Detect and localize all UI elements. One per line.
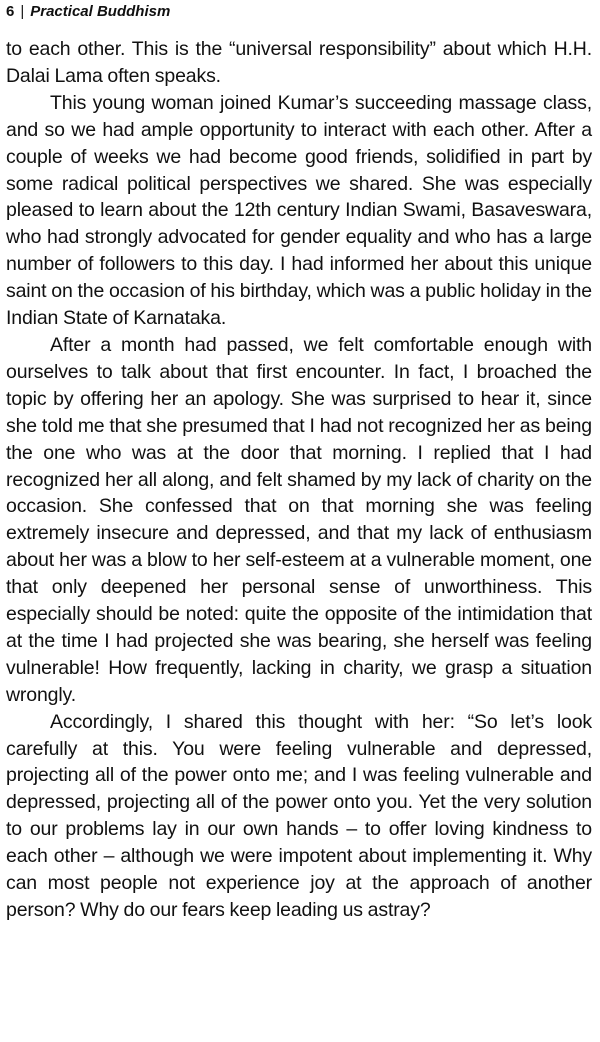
paragraph: This young woman joined Kumar’s succeeding massage class, and so we had ample opportunity to interact with each other. After a couple of weeks we had become good friends, solidified in part by some radical political perspectives we shared. She was especially pleased to learn about the 12th century Indian Swami, Basaveswara, who had strongly advocated for gender equality and who has a large number of followers to this day. I had informed her about this unique saint on the occasion of his birthday, which was a public holiday in the Indian State of Karnataka. (6, 91, 592, 330)
paragraph: Accordingly, I shared this thought with her: “So let’s look carefully at this. You were feeling vulnerable and depressed, projecting all of the power onto me; and I was feeling vulnerable and depressed, projecting all of the power onto you. Yet the very solution to our problems lay in our own hands – to offer loving kindness to each other – although we were impotent about implementing it. Why can most people not experience joy at the approach of another person? Why do our fears keep leading us astray? (6, 710, 592, 921)
running-header (6, 1, 170, 23)
paragraph-continued: to each other. This is the “universal responsibility” about which H.H. Dalai Lama often speaks. (6, 38, 592, 87)
body-text (6, 36, 592, 924)
page-number: 6 (6, 3, 15, 20)
paragraph: After a month had passed, we felt comfortable enough with ourselves to talk about that first encounter. In fact, I broached the topic by offering her an apology. She was surprised to hear it, since she told me that she presumed that I had not recognized her as being the one who was at the door that morning. I replied that I had recognized her all along, and felt shamed by my lack of charity on the occasion. She confessed that on that morning she was feeling extremely insecure and depressed, and that my lack of enthusiasm about her was a blow to her self-esteem at a vulnerable moment, one that only deepened her personal sense of unworthiness. This especially should be noted: quite the opposite of the intimidation that at the time I had projected she was bearing, she herself was feeling vulnerable! How frequently, lacking in charity, we grasp a situation wrongly. (6, 333, 592, 706)
header-separator: | (20, 3, 25, 20)
book-title: Practical Buddhism (30, 3, 171, 20)
